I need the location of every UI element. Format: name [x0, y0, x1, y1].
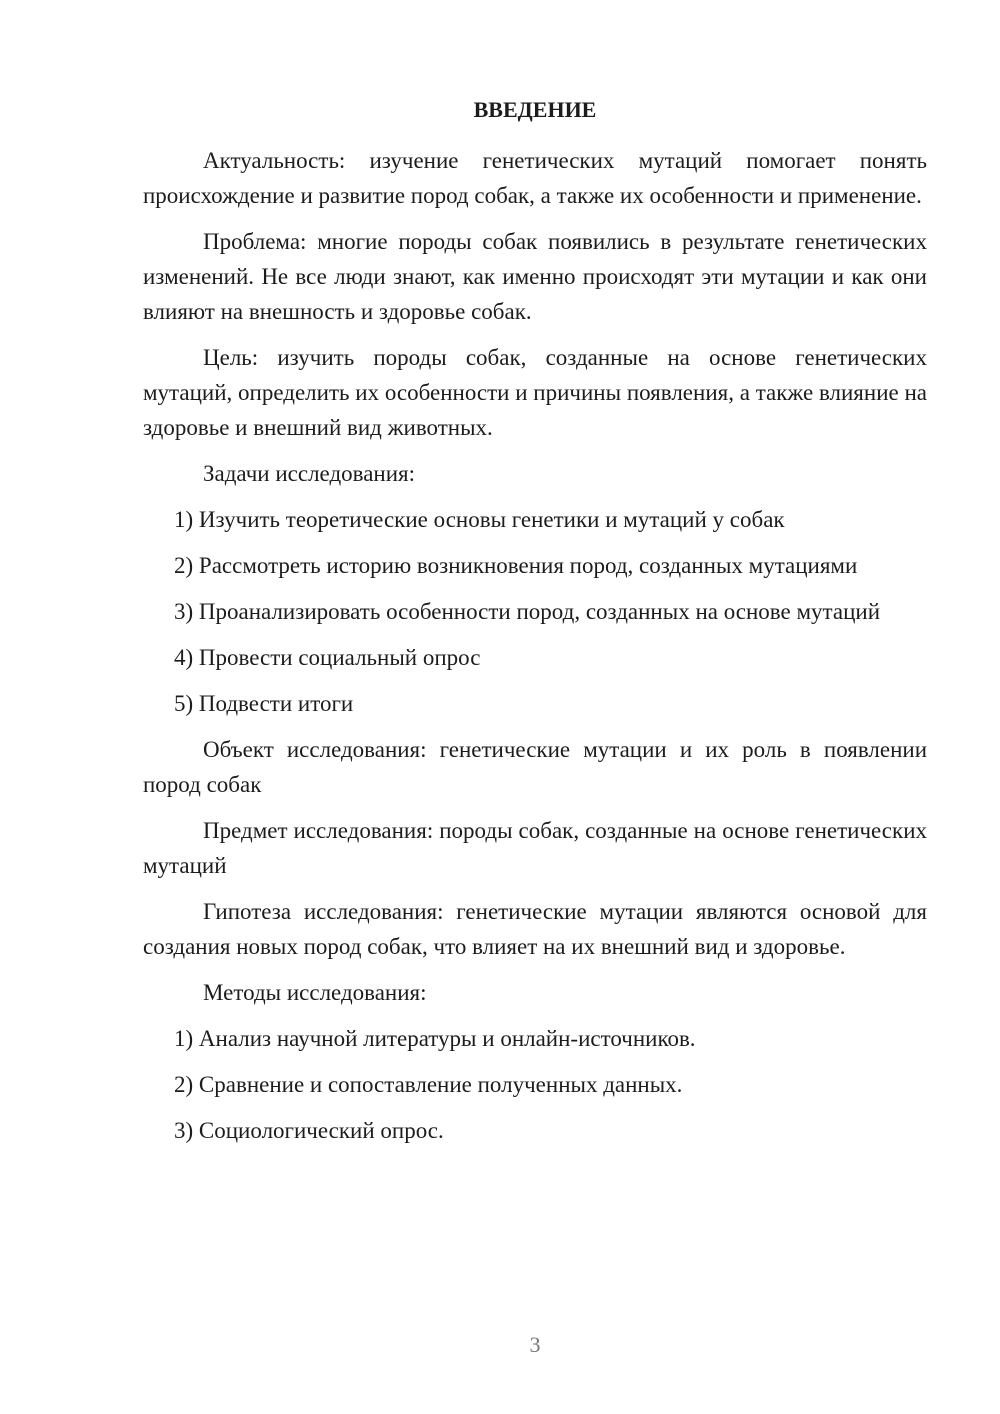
hypothesis-paragraph: Гипотеза исследования: генетические мутации являются основой для создания новых пород собак, что влияет на их внешний вид и здоровье.	[143, 899, 927, 959]
object-paragraph: Объект исследования: генетические мутации и их роль в появлении пород собак	[143, 737, 927, 797]
method-item: 1) Анализ научной литературы и онлайн-источников.	[174, 1026, 696, 1051]
tasks-title: Задачи исследования:	[203, 461, 416, 486]
page-content	[143, 94, 927, 1159]
section-heading: ВВЕДЕНИЕ	[473, 97, 597, 122]
task-item: 2) Рассмотреть историю возникновения пород, созданных мутациями	[174, 553, 858, 578]
method-item: 2) Сравнение и сопоставление полученных данных.	[174, 1072, 683, 1097]
method-item: 3) Социологический опрос.	[174, 1118, 444, 1143]
problem-paragraph: Проблема: многие породы собак появились в результате генетических изменений. Не все люди знают, как именно происходят эти мутации и как они влияют на внешность и здоровье собак.	[143, 229, 927, 324]
relevance-paragraph: Актуальность: изучение генетических мутаций помогает понять происхождение и развитие пород собак, а также их особенности и применение.	[143, 148, 927, 208]
page-number: 3	[529, 1332, 541, 1357]
methods-title: Методы исследования:	[203, 980, 427, 1005]
task-item: 5) Подвести итоги	[174, 691, 354, 716]
task-item: 1) Изучить теоретические основы генетики и мутаций у собак	[174, 507, 785, 532]
task-item: 3) Проанализировать особенности пород, созданных на основе мутаций	[174, 599, 881, 624]
subject-paragraph: Предмет исследования: породы собак, созданные на основе генетических мутаций	[143, 818, 927, 878]
task-item: 4) Провести социальный опрос	[174, 645, 481, 670]
goal-paragraph: Цель: изучить породы собак, созданные на основе генетических мутаций, определить их особенности и причины появления, а также влияние на здоровье и внешний вид животных.	[143, 345, 927, 440]
